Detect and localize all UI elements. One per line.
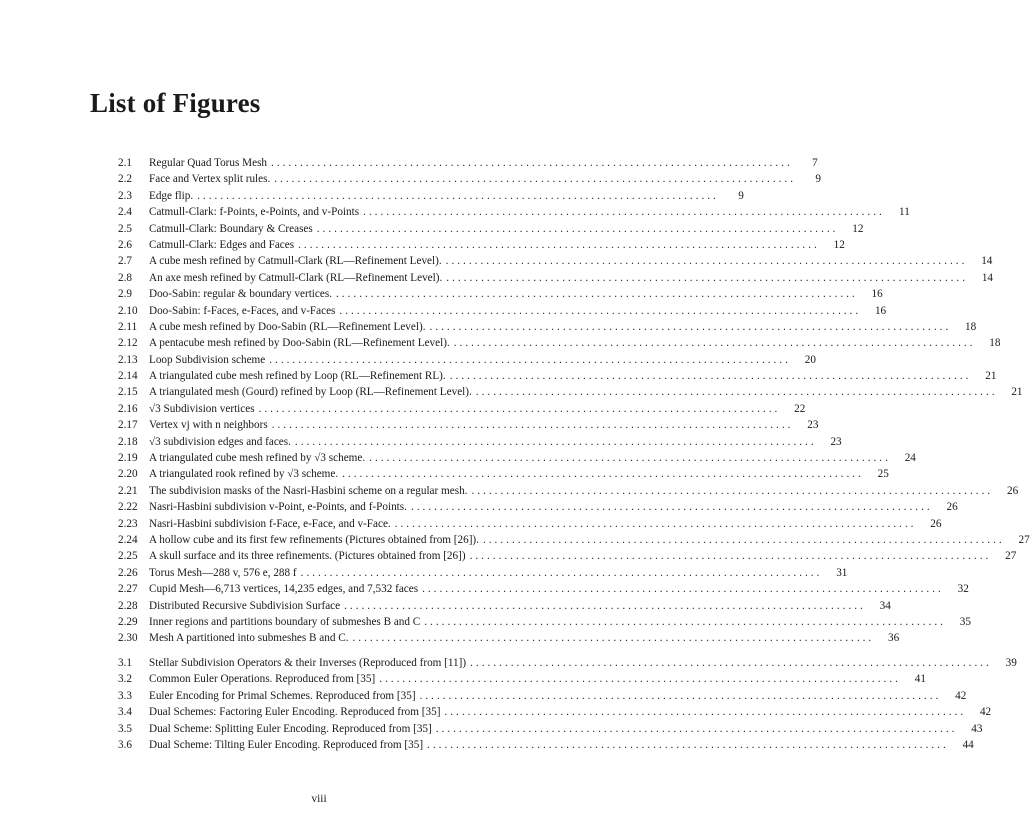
figure-page: 26 [1007, 484, 1019, 497]
figure-page: 36 [888, 632, 900, 645]
figure-entry[interactable] [118, 565, 848, 581]
figure-entry[interactable] [118, 671, 926, 687]
figure-entry[interactable] [118, 155, 818, 171]
leader-dots: .......................................................................................... [475, 386, 998, 399]
leader-dots: .......................................................................................... [469, 550, 992, 563]
figure-entry[interactable] [118, 450, 916, 466]
figure-number: 3.5 [118, 722, 132, 735]
figure-entry[interactable] [118, 704, 992, 720]
figure-caption: An axe mesh refined by Catmull-Clark (RL—Refinement Level). [149, 271, 443, 284]
figure-number: 2.29 [118, 615, 138, 628]
figure-page: 32 [957, 583, 969, 596]
figure-number: 2.5 [118, 222, 132, 235]
figure-page: 12 [833, 238, 845, 251]
figure-number: 2.14 [118, 370, 138, 383]
figure-page: 12 [852, 222, 864, 235]
figure-number: 2.12 [118, 337, 138, 350]
figure-caption: Inner regions and partitions boundary of submeshes B and C [149, 615, 421, 628]
figure-entry[interactable] [118, 737, 974, 753]
figure-page: 44 [962, 738, 974, 751]
figure-caption: A triangulated mesh (Gourd) refined by Loop (RL—Refinement Level). [149, 386, 472, 399]
leader-dots: .......................................................................................... [444, 706, 967, 719]
leader-dots: .......................................................................................... [435, 722, 958, 735]
figure-page: 22 [794, 402, 806, 415]
figure-page: 16 [874, 304, 887, 317]
leader-dots: .......................................................................................... [422, 583, 944, 596]
figure-entry[interactable] [118, 499, 958, 515]
leader-dots: .......................................................................................... [258, 402, 781, 415]
figure-entry[interactable] [118, 434, 842, 450]
figure-entry[interactable] [118, 401, 806, 417]
figure-page: 9 [815, 173, 821, 186]
figure-caption: Loop Subdivision scheme [149, 353, 266, 366]
figure-number: 2.3 [118, 189, 132, 202]
figure-caption: Doo-Sabin: regular & boundary vertices. [149, 288, 332, 301]
figure-number: 2.8 [118, 271, 132, 284]
figure-entry[interactable] [118, 204, 910, 220]
figure-caption: Face and Vertex split rules. [149, 173, 271, 186]
figure-page: 41 [914, 673, 926, 686]
figure-entry[interactable] [118, 270, 993, 286]
leader-dots: .......................................................................................... [379, 673, 901, 686]
figure-number: 2.2 [118, 173, 132, 186]
figure-caption: Doo-Sabin: f-Faces, e-Faces, and v-Faces [149, 304, 336, 317]
figure-number: 3.2 [118, 673, 132, 686]
figure-number: 2.16 [118, 402, 138, 415]
figure-entry[interactable] [118, 286, 883, 302]
figure-number: 2.4 [118, 206, 132, 219]
figure-entry[interactable] [118, 466, 889, 482]
figure-page: 27 [1018, 533, 1030, 546]
figure-number: 2.18 [118, 435, 138, 448]
figure-page: 42 [955, 689, 967, 702]
figure-caption: A triangulated rook refined by √3 scheme. [149, 468, 339, 481]
figure-caption: Dual Scheme: Splitting Euler Encoding. Reproduced from [35] [149, 722, 432, 735]
leader-dots: .......................................................................................... [269, 353, 791, 366]
figure-number: 2.13 [118, 353, 138, 366]
figure-caption: Nasri-Hasbini subdivision v-Point, e-Points, and f-Points. [149, 501, 407, 514]
figure-caption: Mesh A partitioned into submeshes B and C. [149, 632, 349, 645]
figure-caption: Euler Encoding for Primal Schemes. Reproduced from [35] [149, 689, 416, 702]
figure-caption: Nasri-Hasbini subdivision f-Face, e-Face, and v-Face. [149, 517, 391, 530]
figure-page: 14 [981, 255, 993, 268]
figure-page: 27 [1005, 550, 1017, 563]
figure-number: 2.17 [118, 419, 138, 432]
figure-number: 2.10 [118, 304, 138, 317]
figure-caption: A triangulated cube mesh refined by Loop (RL—Refinement RL). [149, 370, 446, 383]
leader-dots: .......................................................................................... [271, 157, 793, 169]
figure-number: 2.11 [118, 320, 138, 333]
figure-page: 20 [804, 353, 816, 366]
figure-entry[interactable] [118, 319, 977, 335]
page-title: List of Figures [90, 88, 261, 118]
leader-dots: .......................................................................................... [482, 533, 1005, 546]
figure-page: 11 [899, 206, 910, 219]
figure-list-chapter-2 [118, 155, 1030, 647]
leader-dots: .......................................................................................... [449, 370, 972, 383]
figure-entry[interactable] [118, 171, 821, 187]
leader-dots: .......................................................................................... [453, 337, 976, 350]
figure-page: 43 [971, 722, 983, 735]
figure-page: 23 [830, 435, 842, 448]
figure-caption: Dual Scheme: Tilting Euler Encoding. Reproduced from [35] [149, 738, 424, 751]
figure-caption: Catmull-Clark: Edges and Faces [149, 238, 295, 251]
leader-dots: .......................................................................................... [424, 615, 946, 628]
figure-entry[interactable] [118, 368, 997, 384]
leader-dots: .......................................................................................... [352, 632, 875, 645]
figure-page: 42 [979, 706, 992, 719]
figure-caption: A cube mesh refined by Doo-Sabin (RL—Refinement Level). [149, 320, 426, 333]
figure-page: 14 [981, 271, 993, 284]
figure-page: 7 [812, 157, 818, 169]
figure-page: 21 [985, 370, 997, 383]
figure-number: 2.7 [118, 255, 132, 268]
figure-caption: Edge flip. [149, 189, 194, 202]
figure-entry[interactable] [118, 221, 864, 237]
figure-caption: Stellar Subdivision Operators & their Inverses (Reproduced from [11]) [149, 657, 467, 669]
figure-page: 34 [879, 599, 891, 612]
figure-number: 2.28 [118, 599, 138, 612]
figure-number: 2.15 [118, 386, 138, 399]
figure-caption: √3 subdivision edges and faces. [149, 435, 291, 448]
figure-number: 3.1 [118, 657, 132, 669]
leader-dots: .......................................................................................... [394, 517, 917, 530]
figure-number: 2.19 [118, 452, 138, 465]
figure-page: 31 [836, 566, 848, 579]
figure-number: 2.20 [118, 468, 138, 481]
figure-entry[interactable] [118, 721, 983, 737]
figure-number: 2.23 [118, 517, 138, 530]
leader-dots: .......................................................................................... [344, 599, 866, 612]
leader-dots: .......................................................................................... [271, 419, 794, 432]
leader-dots: .......................................................................................... [470, 657, 992, 669]
figure-entry[interactable] [118, 384, 1023, 400]
figure-page: 24 [904, 452, 916, 465]
leader-dots: .......................................................................................... [336, 288, 858, 301]
figure-page: 25 [877, 468, 889, 481]
figure-caption: The subdivision masks of the Nasri-Hasbini scheme on a regular mesh. [149, 484, 468, 497]
figure-caption: Common Euler Operations. Reproduced from [35] [149, 673, 376, 686]
leader-dots: .......................................................................................... [446, 271, 968, 284]
figure-page: 9 [738, 189, 744, 202]
figure-page: 39 [1005, 657, 1017, 669]
figure-caption: Catmull-Clark: Boundary & Creases [149, 222, 313, 235]
figure-entry[interactable] [118, 188, 744, 204]
figure-entry[interactable] [118, 417, 819, 433]
figure-number: 3.4 [118, 706, 132, 719]
figure-entry[interactable] [118, 655, 1017, 671]
figure-page: 23 [807, 419, 819, 432]
figure-page: 16 [871, 288, 883, 301]
leader-dots: .......................................................................................... [342, 468, 864, 481]
figure-entry[interactable] [118, 548, 1017, 564]
figure-entry[interactable] [118, 630, 900, 646]
figure-number: 2.26 [118, 566, 138, 579]
leader-dots: .......................................................................................... [427, 738, 949, 751]
figure-page: 21 [1011, 386, 1023, 399]
leader-dots: .......................................................................................... [445, 255, 968, 268]
figure-entry[interactable] [118, 237, 845, 253]
leader-dots: .......................................................................................... [410, 501, 933, 514]
figure-number: 3.3 [118, 689, 132, 702]
leader-dots: .......................................................................................... [363, 206, 885, 219]
figure-number: 3.6 [118, 738, 132, 751]
figure-caption: Dual Schemes: Factoring Euler Encoding. Reproduced from [35] [149, 706, 441, 719]
figure-entry[interactable] [118, 516, 942, 532]
figure-page: 18 [989, 337, 1001, 350]
leader-dots: .......................................................................................... [429, 320, 952, 333]
figure-caption: Vertex vj with n neighbors [149, 419, 268, 432]
leader-dots: .......................................................................................... [298, 238, 820, 251]
leader-dots: .......................................................................................... [274, 173, 796, 186]
leader-dots: .......................................................................................... [197, 189, 719, 202]
page-number: viii [311, 793, 327, 805]
leader-dots: .......................................................................................... [316, 222, 839, 235]
figure-caption: Regular Quad Torus Mesh [149, 157, 268, 169]
figure-number: 2.25 [118, 550, 138, 563]
figure-caption: Catmull-Clark: f-Points, e-Points, and v-Points [149, 206, 360, 219]
figure-entry[interactable] [118, 335, 1001, 351]
figure-page: 26 [930, 517, 942, 530]
figure-caption: A skull surface and its three refinements. (Pictures obtained from [26]) [149, 550, 466, 563]
figure-entry[interactable] [118, 253, 993, 269]
figure-page: 26 [946, 501, 958, 514]
figure-entry[interactable] [118, 303, 887, 319]
figure-list-chapter-3 [118, 655, 1017, 753]
leader-dots: .......................................................................................... [339, 304, 862, 317]
figure-number: 2.6 [118, 238, 132, 251]
figure-entry[interactable] [118, 581, 969, 597]
leader-dots: .......................................................................................... [300, 566, 823, 579]
leader-dots: .......................................................................................... [369, 452, 891, 465]
figure-page: 18 [965, 320, 977, 333]
figure-number: 2.9 [118, 288, 132, 301]
figure-caption: Cupid Mesh—6,713 vertices, 14,235 edges, and 7,532 faces [149, 583, 419, 596]
figure-caption: Torus Mesh—288 v, 576 e, 288 f [149, 566, 297, 579]
figure-caption: A pentacube mesh refined by Doo-Sabin (RL—Refinement Level). [149, 337, 450, 350]
figure-caption: √3 Subdivision vertices [149, 402, 255, 415]
figure-number: 2.21 [118, 484, 138, 497]
figure-entry[interactable] [118, 598, 891, 614]
figure-caption: A cube mesh refined by Catmull-Clark (RL—Refinement Level). [149, 255, 442, 268]
figure-entry[interactable] [118, 688, 967, 704]
figure-number: 2.1 [118, 157, 132, 169]
figure-caption: A triangulated cube mesh refined by √3 scheme. [149, 452, 366, 465]
figure-page: 35 [959, 615, 971, 628]
figure-entry[interactable] [118, 352, 816, 368]
leader-dots: .......................................................................................... [471, 484, 994, 497]
figure-number: 2.30 [118, 632, 138, 645]
figure-entry[interactable] [118, 483, 1019, 499]
figure-caption: A hollow cube and its first few refinements (Pictures obtained from [26]). [149, 533, 479, 546]
figure-number: 2.27 [118, 583, 138, 596]
figure-number: 2.22 [118, 501, 138, 514]
figure-entry[interactable] [118, 614, 971, 630]
figure-entry[interactable] [118, 532, 1030, 548]
leader-dots: .......................................................................................... [419, 689, 942, 702]
figure-number: 2.24 [118, 533, 138, 546]
leader-dots: .......................................................................................... [294, 435, 817, 448]
figure-caption: Distributed Recursive Subdivision Surface [149, 599, 341, 612]
